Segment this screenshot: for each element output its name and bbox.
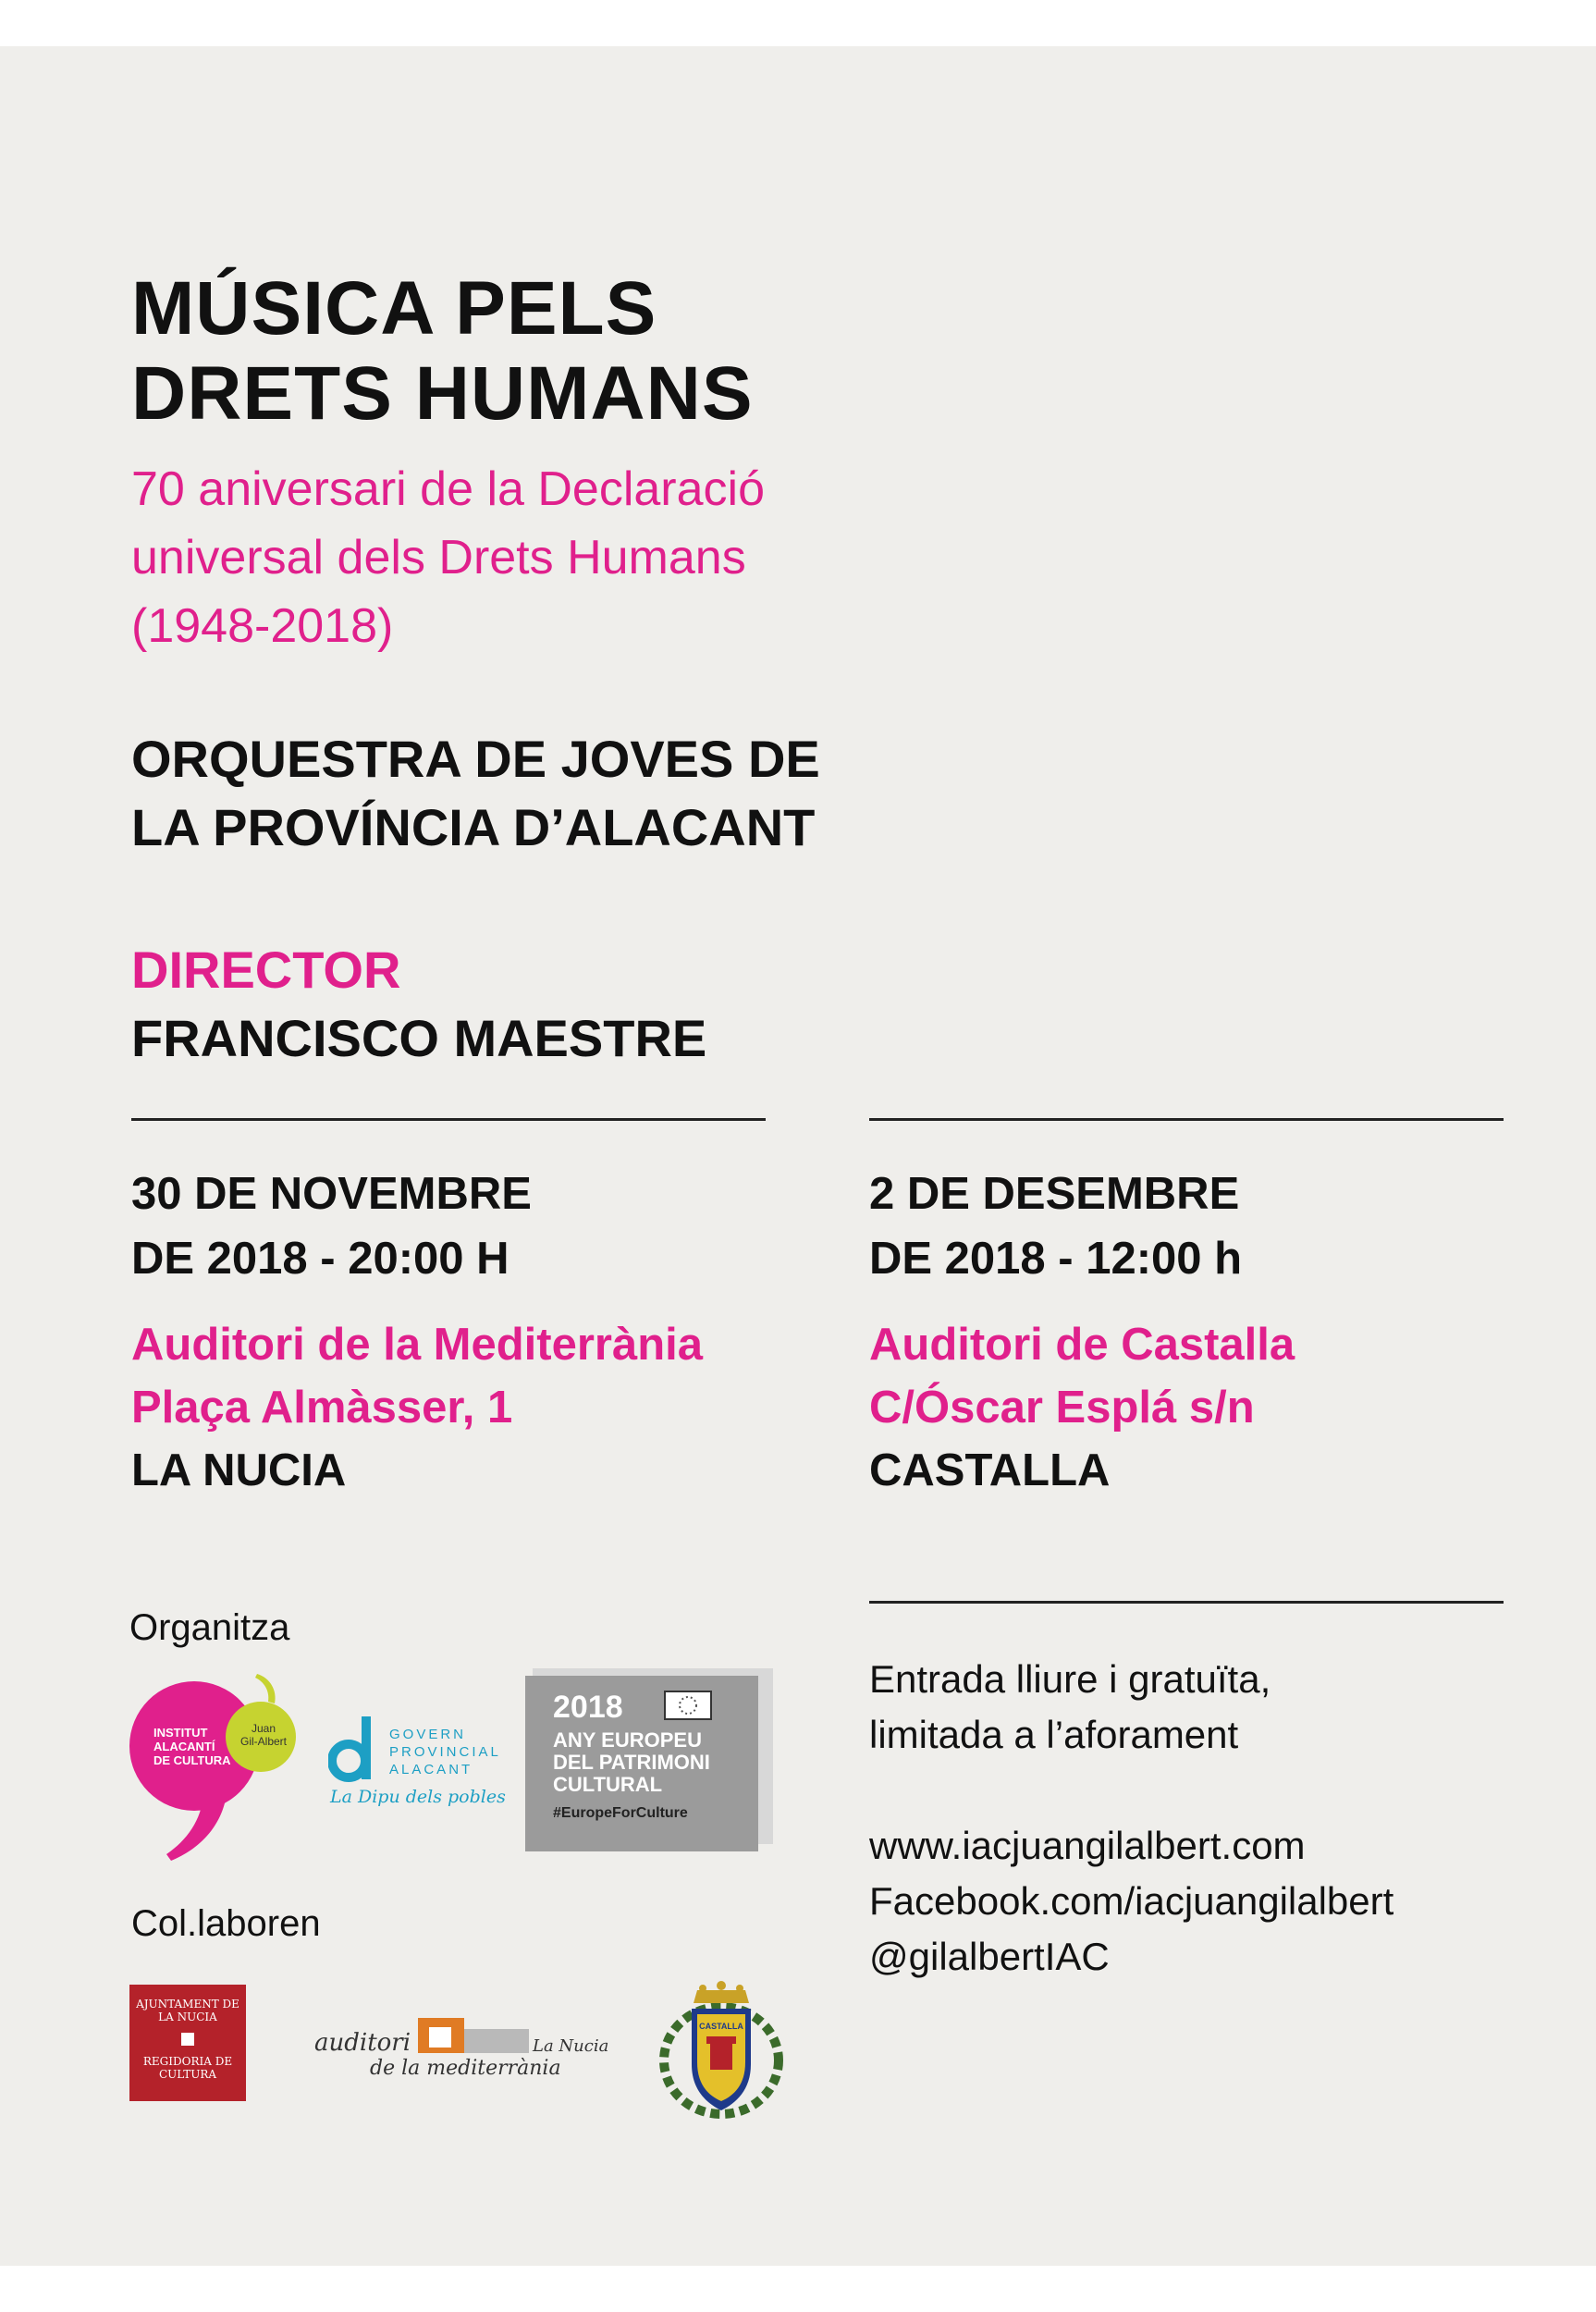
divider-info — [869, 1601, 1504, 1604]
auditori-subtitle: de la mediterrània — [370, 2057, 561, 2080]
divider-right — [869, 1118, 1504, 1121]
eu-line-2: DEL PATRIMONI — [553, 1751, 710, 1774]
nucia-square-icon — [181, 2033, 194, 2046]
iac-text-line-1: INSTITUT — [153, 1726, 208, 1740]
event-subtitle — [131, 455, 1056, 660]
iac-juan-line: Juan — [251, 1722, 276, 1735]
castalla-shield-icon — [657, 1981, 786, 2120]
subtitle-line-2: universal dels Drets Humans — [131, 531, 746, 584]
dipu-logo — [328, 1713, 513, 1814]
entry-info — [869, 1652, 1572, 1763]
dipu-text — [389, 1726, 509, 1778]
iac-text-line-3: DE CULTURA — [153, 1753, 231, 1767]
orchestra-line-2: LA PROVÍNCIA D’ALACANT — [131, 798, 816, 856]
title-line-2: DRETS HUMANS — [131, 351, 754, 436]
dipu-logo-mark — [328, 1713, 384, 1787]
subtitle-line-3: (1948-2018) — [131, 599, 394, 653]
concert-1-date-line-1: 30 DE NOVEMBRE — [131, 1169, 532, 1219]
entry-line-1: Entrada lliure i gratuïta, — [869, 1657, 1271, 1701]
nucia-line-4: CULTURA — [158, 2068, 217, 2081]
concert-1 — [131, 1162, 834, 1502]
iac-gil-line: Gil-Albert — [239, 1735, 287, 1748]
castalla-coat-of-arms — [657, 1981, 786, 2120]
eu-line-1: ANY EUROPEU — [553, 1728, 702, 1752]
organizes-label: Organitza — [129, 1607, 290, 1648]
dipu-line-1: GOVERN — [389, 1727, 467, 1742]
nucia-line-2: LA NUCIA — [158, 2011, 217, 2023]
dipu-line-3: ALACANT — [389, 1762, 473, 1777]
concert-1-venue: Auditori de la Mediterrània — [131, 1320, 704, 1370]
title-line-1: MÚSICA PELS — [131, 266, 657, 350]
director-label: DIRECTOR — [131, 941, 401, 999]
concert-2-address: C/Óscar Esplá s/n — [869, 1383, 1255, 1433]
orchestra-name — [131, 725, 1148, 862]
dipu-tagline: La Dipu dels pobles — [330, 1787, 506, 1807]
auditori-window — [429, 2027, 451, 2048]
orchestra-line-1: ORQUESTRA DE JOVES DE — [131, 730, 820, 788]
collaborate-label: Col.laboren — [131, 1903, 321, 1944]
auditori-logo — [314, 2016, 620, 2090]
castalla-label: CASTALLA — [699, 2022, 743, 2031]
event-title — [131, 266, 1056, 437]
eu-flag-icon — [664, 1691, 712, 1720]
auditori-grey-block — [464, 2029, 529, 2053]
director-name: FRANCISCO MAESTRE — [131, 1009, 707, 1067]
concert-2 — [869, 1162, 1572, 1502]
auditori-town: La Nucia — [533, 2036, 609, 2056]
entry-line-2: limitada a l’aforament — [869, 1713, 1239, 1756]
concert-2-venue: Auditori de Castalla — [869, 1320, 1295, 1370]
concert-2-date-line-2: DE 2018 - 12:00 h — [869, 1234, 1243, 1284]
iac-text-line-2: ALACANTÍ — [153, 1740, 215, 1753]
nucia-line-1: AJUNTAMENT DE — [136, 1998, 239, 2011]
twitter-handle[interactable]: @gilalbertIAC — [869, 1935, 1110, 1978]
website-link[interactable]: www.iacjuangilalbert.com — [869, 1824, 1306, 1867]
eu-year: 2018 — [553, 1690, 623, 1725]
iac-juan — [233, 1722, 294, 1748]
concert-1-town: LA NUCIA — [131, 1445, 347, 1495]
subtitle-line-1: 70 aniversari de la Declaració — [131, 462, 766, 516]
divider-left — [131, 1118, 766, 1121]
nucia-council-logo — [129, 1985, 246, 2101]
concert-1-address: Plaça Almàsser, 1 — [131, 1383, 513, 1433]
iac-logo — [129, 1665, 296, 1868]
nucia-line-3: REGIDORIA DE — [142, 2055, 233, 2068]
eu-hashtag: #EuropeForCulture — [553, 1805, 688, 1821]
concert-1-date-line-2: DE 2018 - 20:00 H — [131, 1234, 509, 1284]
eu-text — [553, 1729, 756, 1796]
facebook-link[interactable]: Facebook.com/iacjuangilalbert — [869, 1879, 1394, 1923]
dipu-line-2: PROVINCIAL — [389, 1744, 501, 1760]
concert-2-date-line-1: 2 DE DESEMBRE — [869, 1169, 1240, 1219]
eu-heritage-logo — [533, 1668, 773, 1844]
concert-2-town: CASTALLA — [869, 1445, 1111, 1495]
contact-info — [869, 1818, 1572, 1985]
eu-line-3: CULTURAL — [553, 1773, 663, 1796]
auditori-word: auditori — [314, 2029, 411, 2057]
